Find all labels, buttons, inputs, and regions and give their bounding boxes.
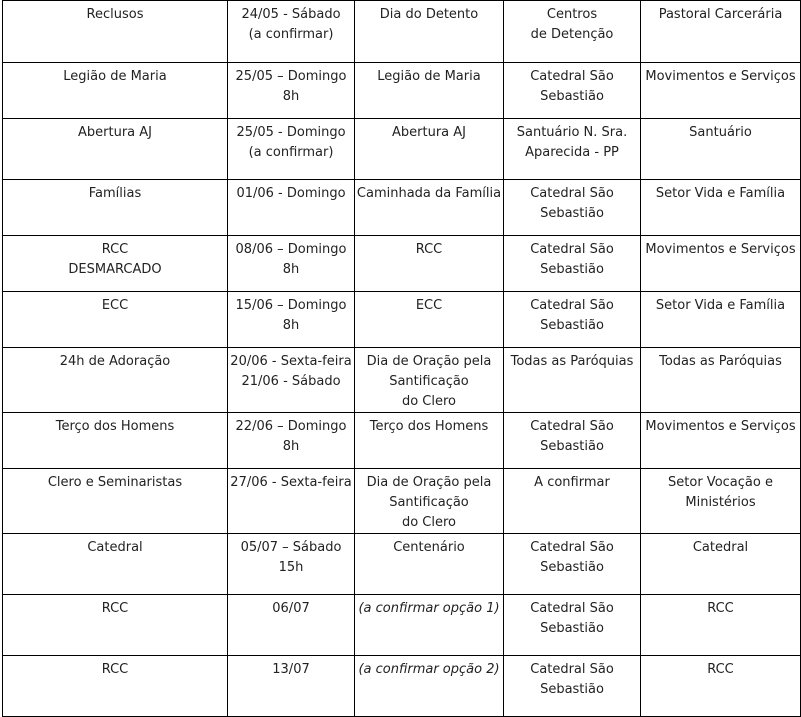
- responsible-cell: [641, 119, 801, 180]
- date-cell: [228, 236, 355, 292]
- cell-text: 05/07 – Sábado: [240, 540, 342, 555]
- cell-text: Abertura AJ: [78, 125, 152, 140]
- cell-text: Santificação: [389, 374, 469, 389]
- cell-text: RCC: [101, 242, 129, 257]
- cell-text: 8h: [282, 89, 300, 104]
- description-cell: [355, 469, 504, 534]
- cell-text: Movimentos e Serviços: [645, 242, 796, 257]
- table-row: [3, 1, 801, 63]
- cell-text: Santuário: [689, 125, 752, 140]
- cell-text: Catedral São: [530, 186, 614, 201]
- cell-text: 21/06 - Sábado: [241, 374, 341, 389]
- cell-text: Pastoral Carcerária: [658, 7, 783, 22]
- event-cell: [3, 413, 228, 469]
- date-cell: [228, 656, 355, 717]
- cell-text: Dia do Detento: [379, 7, 479, 22]
- date-cell: [228, 413, 355, 469]
- date-cell: [228, 180, 355, 236]
- cell-text: Sebastião: [540, 439, 604, 454]
- cell-text: 24h de Adoração: [59, 354, 171, 369]
- description-cell: [355, 534, 504, 595]
- responsible-cell: [641, 292, 801, 348]
- cell-text: ECC: [415, 298, 443, 313]
- cell-text: Setor Vida e Família: [655, 298, 786, 313]
- event-cell: [3, 180, 228, 236]
- cell-text: Abertura AJ: [392, 125, 466, 140]
- cell-text: do Clero: [401, 515, 457, 530]
- table-row: [3, 119, 801, 180]
- cell-text: Dia de Oração pela: [366, 354, 492, 369]
- cell-text: 20/06 - Sexta-feira: [230, 354, 352, 369]
- cell-text: Terço dos Homens: [55, 419, 175, 434]
- cell-text: Ministérios: [685, 495, 756, 510]
- cell-text: Sebastião: [540, 318, 604, 333]
- cell-text: 25/05 - Domingo: [236, 125, 346, 140]
- location-cell: [504, 180, 641, 236]
- cell-text: Setor Vocação e: [668, 475, 773, 490]
- table-row: [3, 595, 801, 656]
- cell-text: (a confirmar): [248, 145, 334, 160]
- responsible-cell: [641, 534, 801, 595]
- cell-text: 25/05 – Domingo: [235, 69, 347, 84]
- cell-text: Sebastião: [540, 682, 604, 697]
- location-cell: [504, 236, 641, 292]
- responsible-cell: [641, 180, 801, 236]
- cell-text: Santificação: [389, 495, 469, 510]
- event-cell: [3, 595, 228, 656]
- date-cell: [228, 1, 355, 63]
- location-cell: [504, 595, 641, 656]
- cell-text: 8h: [282, 262, 300, 277]
- description-cell: [355, 180, 504, 236]
- cell-text: Santuário N. Sra.: [516, 125, 628, 140]
- cell-text: Terço dos Homens: [369, 419, 489, 434]
- event-cell: [3, 292, 228, 348]
- cell-text: 08/06 – Domingo: [235, 242, 347, 257]
- cell-text: 8h: [282, 318, 300, 333]
- table-row: [3, 413, 801, 469]
- cell-text: Catedral São: [530, 601, 614, 616]
- table-row: [3, 348, 801, 413]
- responsible-cell: [641, 413, 801, 469]
- table-row: [3, 180, 801, 236]
- cell-text: 27/06 - Sexta-feira: [230, 475, 352, 490]
- description-cell: [355, 1, 504, 63]
- responsible-cell: [641, 348, 801, 413]
- cell-text: Legião de Maria: [377, 69, 481, 84]
- cell-text: 13/07: [272, 662, 310, 677]
- date-cell: [228, 595, 355, 656]
- cell-text: 24/05 - Sábado: [241, 7, 341, 22]
- description-cell: [355, 119, 504, 180]
- cell-text: (a confirmar): [248, 27, 334, 42]
- date-cell: [228, 469, 355, 534]
- location-cell: [504, 348, 641, 413]
- cell-text: Dia de Oração pela: [366, 475, 492, 490]
- description-cell: [355, 595, 504, 656]
- cell-text: Caminhada da Família: [356, 186, 502, 201]
- table-row: [3, 292, 801, 348]
- table-row: [3, 656, 801, 717]
- description-cell: [355, 236, 504, 292]
- cell-text: Catedral São: [530, 298, 614, 313]
- description-cell: [355, 348, 504, 413]
- responsible-cell: [641, 469, 801, 534]
- table-row: [3, 63, 801, 119]
- location-cell: [504, 413, 641, 469]
- schedule-table: [2, 0, 801, 717]
- cell-text: (a confirmar opção 1): [358, 601, 500, 616]
- location-cell: [504, 469, 641, 534]
- cell-text: RCC: [707, 601, 734, 616]
- cell-text: Catedral São: [530, 419, 614, 434]
- event-cell: [3, 348, 228, 413]
- event-cell: [3, 469, 228, 534]
- location-cell: [504, 119, 641, 180]
- cell-text: 22/06 – Domingo: [235, 419, 347, 434]
- cell-text: Sebastião: [540, 206, 604, 221]
- location-cell: [504, 292, 641, 348]
- description-cell: [355, 292, 504, 348]
- table-row: [3, 469, 801, 534]
- date-cell: [228, 63, 355, 119]
- event-cell: [3, 119, 228, 180]
- responsible-cell: [641, 595, 801, 656]
- description-cell: [355, 413, 504, 469]
- cell-text: Sebastião: [540, 262, 604, 277]
- cell-text: RCC: [707, 662, 734, 677]
- table-row: [3, 534, 801, 595]
- responsible-cell: [641, 236, 801, 292]
- cell-text: Catedral São: [530, 242, 614, 257]
- cell-text: Famílias: [88, 186, 142, 201]
- cell-text: Sebastião: [540, 89, 604, 104]
- cell-text: (a confirmar opção 2): [358, 662, 500, 677]
- description-cell: [355, 63, 504, 119]
- responsible-cell: [641, 1, 801, 63]
- cell-text: Todas as Paróquias: [659, 354, 782, 369]
- schedule-body: [3, 1, 801, 717]
- location-cell: [504, 534, 641, 595]
- cell-text: Catedral: [87, 540, 143, 555]
- date-cell: [228, 348, 355, 413]
- cell-text: Reclusos: [86, 7, 144, 22]
- cell-text: A confirmar: [534, 475, 610, 490]
- cell-text: Catedral São: [530, 540, 614, 555]
- cell-text: do Clero: [401, 394, 457, 409]
- cell-text: Sebastião: [540, 560, 604, 575]
- date-cell: [228, 534, 355, 595]
- cell-text: Setor Vida e Família: [655, 186, 786, 201]
- cell-text: 06/07: [272, 601, 310, 616]
- cell-text: ECC: [101, 298, 129, 313]
- cell-text: 01/06 - Domingo: [236, 186, 346, 201]
- cell-text: Legião de Maria: [63, 69, 167, 84]
- cell-text: Catedral: [692, 540, 749, 555]
- date-cell: [228, 119, 355, 180]
- description-cell: [355, 656, 504, 717]
- cell-text: RCC: [101, 662, 129, 677]
- event-cell: [3, 63, 228, 119]
- event-cell: [3, 236, 228, 292]
- cell-text: Movimentos e Serviços: [645, 419, 796, 434]
- cell-text: Movimentos e Serviços: [645, 69, 796, 84]
- cell-text: Catedral São: [530, 662, 614, 677]
- event-cell: [3, 656, 228, 717]
- cell-text: RCC: [415, 242, 443, 257]
- event-cell: [3, 534, 228, 595]
- cell-text: RCC: [101, 601, 129, 616]
- location-cell: [504, 1, 641, 63]
- responsible-cell: [641, 63, 801, 119]
- location-cell: [504, 656, 641, 717]
- cell-text: 15/06 – Domingo: [235, 298, 347, 313]
- location-cell: [504, 63, 641, 119]
- cell-text: 15h: [278, 560, 304, 575]
- cell-text: de Detenção: [530, 27, 614, 42]
- cell-text: Centros: [546, 7, 598, 22]
- cell-text: Catedral São: [530, 69, 614, 84]
- cell-text: Todas as Paróquias: [510, 354, 634, 369]
- cell-text: Aparecida - PP: [525, 145, 619, 160]
- responsible-cell: [641, 656, 801, 717]
- cell-text: Sebastião: [540, 621, 604, 636]
- event-cell: [3, 1, 228, 63]
- table-row: [3, 236, 801, 292]
- cell-text: Clero e Seminaristas: [47, 475, 183, 490]
- cell-text: DESMARCADO: [68, 262, 162, 277]
- cell-text: 8h: [282, 439, 300, 454]
- cell-text: Centenário: [393, 540, 465, 555]
- date-cell: [228, 292, 355, 348]
